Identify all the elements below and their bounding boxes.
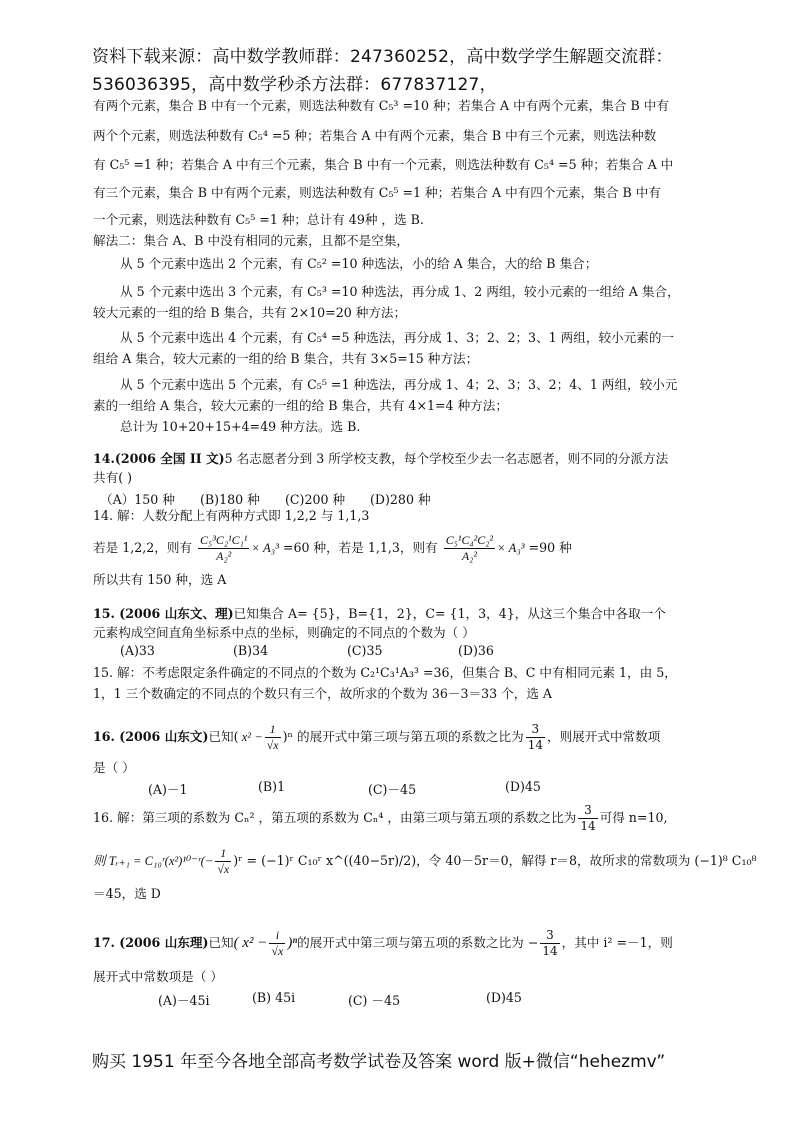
- question-stem-cont: 展开式中常数项是（ ）: [93, 969, 223, 984]
- footer-note: 购买 1951 年至今各地全部高考数学试卷及答案 word 版+微信“hehezmv”: [92, 1052, 666, 1072]
- text-line: 有 C₅⁵ =1 种；若集合 A 中有三个元素，集合 B 中有一个元素，则选法种数有 C₅⁴ =5 种；若集合 A 中: [93, 157, 674, 172]
- option-b: (B)1: [258, 779, 286, 794]
- text-line: 从 5 个元素中选出 2 个元素，有 C₅² =10 种选法，小的给 A 集合，大的给 B 集合；: [120, 256, 598, 271]
- solution-text: =60 种，若是 1,1,3，则有: [282, 540, 438, 555]
- solution-text: =90 种: [528, 540, 572, 555]
- text-line: 较大元素的一组的给 B 集合，共有 2×10=20 种方法；: [93, 305, 407, 320]
- question-stem: ，其中 i² =－1，则: [561, 935, 673, 950]
- solution-text: 则 Tᵣ₊₁ = C₁₀ʳ(x²)¹⁰⁻ʳ(−: [93, 854, 214, 868]
- option-b: (B)34: [233, 643, 269, 658]
- option-a: (A)－45i: [158, 993, 210, 1008]
- option-a: (A)－1: [148, 782, 188, 797]
- header-line-2: 536036395，高中数学秒杀方法群：677837127，: [92, 75, 497, 95]
- text-line: 素的一组给 A 集合，较大元素的一组的给 B 集合，共有 4×1=4 种方法；: [93, 398, 508, 413]
- fraction: $\frac{\text{C₅¹C₄²C₂²}}{\text{A₂²}}$: [445, 533, 494, 563]
- option-d: (D)36: [458, 643, 494, 658]
- question-stem: 5 名志愿者分到 3 所学校支教，每个学校至少去一名志愿者，则不同的分派方法: [224, 451, 669, 466]
- solution-line: 所以共有 150 种，选 A: [93, 572, 227, 587]
- option-b: (B)180 种: [200, 492, 260, 507]
- question-stem: ，则展开式中常数项: [546, 729, 661, 744]
- solution-line: 14. 解：人数分配上有两种方式即 1,2,2 与 1,1,3: [93, 508, 370, 523]
- solution-line: [93, 797, 712, 839]
- text-line: 从 5 个元素中选出 5 个元素，有 C₅⁵ =1 种选法，再分成 1、4；2、3；3、2；4、1 两组，较小元: [120, 377, 678, 392]
- option-d: (D)45: [505, 779, 541, 794]
- text-line: 解法二：集合 A、B 中没有相同的元素，且都不是空集，: [93, 233, 410, 248]
- option-c: (C)－45: [368, 782, 417, 797]
- question-stem-cont: 元素构成空间直角坐标系中点的坐标，则确定的不同点的个数为（ ）: [93, 625, 475, 640]
- option-b: (B) 45i: [252, 990, 296, 1005]
- question-stem-cont: 是（ ）: [93, 760, 135, 775]
- option-a: (A)33: [120, 643, 155, 658]
- text-line: 从 5 个元素中选出 3 个元素，有 C₅³ =10 种选法，再分成 1、2 两组，较小元素的一组给 A 集合，: [120, 284, 680, 299]
- question-15: [93, 606, 712, 622]
- option-d: (D)280 种: [370, 492, 431, 507]
- text-line: 两个个元素，则选法种数有 C₅⁴ =5 种；若集合 A 中有两个元素，集合 B 中有三个元素，则选法种数: [93, 128, 657, 143]
- text-line: 有两个元素，集合 B 中有一个元素，则选法种数有 C₅³ =10 种；若集合 A 中有两个元素，集合 B 中有: [93, 98, 669, 113]
- text-line: 从 5 个元素中选出 4 个元素，有 C₅⁴ =5 种选法，再分成 1、3；2、2；3、1 两组，较小元素的一: [120, 330, 675, 345]
- question-tag: 14.(2006 全国 II 文): [93, 451, 225, 466]
- option-c: (C)200 种: [285, 492, 346, 507]
- text-line: 有三个元素，集合 B 中有两个元素，则选法种数有 C₅⁵ =1 种；若集合 A 中有四个元素，集合 B 中有: [93, 185, 661, 200]
- fraction: $\frac{3}{14}$: [580, 803, 596, 833]
- question-17: 17. (2006 山东理)已知( x² − $\frac{i}{√x}$ )ⁿ的展开式中第三项与第五项的系数之比为 − $\frac{3}{14}$ ，其中 i² =－1，则: [93, 928, 673, 958]
- text-line: 总计为 10+20+15+4=49 种方法。选 B.: [120, 419, 361, 434]
- question-stem: 已知: [208, 935, 234, 950]
- solution-text: 可得 n=10,: [599, 810, 668, 825]
- fraction: $\frac{1}{√x}$: [217, 846, 230, 876]
- question-stem: )ⁿ 的展开式中第三项与第五项的系数之比为: [282, 729, 524, 744]
- fraction: $\frac{i}{√x}$: [271, 928, 284, 958]
- fraction: $\frac{1}{√x}$: [266, 722, 279, 752]
- question-tag: 17. (2006 山东理): [93, 935, 209, 950]
- solution-line: [93, 840, 757, 882]
- question-stem: 的展开式中第三项与第五项的系数之比为 −: [297, 935, 539, 950]
- solution-formula-line: 若是 1,2,2，则有 $\frac{\text{C₅³C₂¹C₁¹}}{\text{A₂²}}$ × A₃³ =60 种，若是 1,1,3，则有 $\frac{\text{C₅¹C₄²C₂²}}{\text{A₂²}}$ × A₃³ =90 种: [93, 533, 572, 563]
- question-stem: 已知(: [208, 729, 239, 744]
- question-tag: 15. (2006 山东文、理): [93, 606, 234, 621]
- option-c: (C)35: [347, 643, 383, 658]
- solution-line: ＝45，选 D: [93, 886, 161, 901]
- fraction: $\frac{3}{14}$: [527, 722, 543, 752]
- header-line-1: 资料下载来源：高中数学教师群：247360252，高中数学学生解题交流群：: [92, 47, 673, 67]
- fraction: $\frac{\text{C₅³C₂¹C₁¹}}{\text{A₂²}}$: [200, 533, 248, 563]
- text-line: 组给 A 集合，较大元素的一组的给 B 集合，共有 3×5=15 种方法；: [93, 351, 479, 366]
- option-d: (D)45: [486, 990, 522, 1005]
- option-c: (C) －45: [348, 993, 401, 1008]
- solution-text: 若是 1,2,2，则有: [93, 540, 193, 555]
- text-line: 一个元素，则选法种数有 C₅⁵ =1 种；总计有 49种 ，选 B.: [93, 212, 424, 227]
- fraction: $\frac{3}{14}$: [542, 928, 558, 958]
- solution-line: 15. 解：不考虑限定条件确定的不同点的个数为 C₂¹C₃¹A₃³ =36，但集合 B、C 中有相同元素 1，由 5，: [93, 665, 677, 680]
- question-16: 16. (2006 山东文)已知( x² − $\frac{1}{√x}$ )ⁿ 的展开式中第三项与第五项的系数之比为 $\frac{3}{14}$ ，则展开式中常数项: [93, 722, 661, 752]
- solution-text: 16. 解：第三项的系数为 Cₙ² ，第五项的系数为 Cₙ⁴ ，由第三项与第五项的系数之比为: [93, 810, 577, 825]
- solution-line: 1，1 三个数确定的不同点的个数只有三个，故所求的个数为 36－3＝33 个，选 A: [93, 686, 553, 701]
- question-stem: 已知集合 A= {5}，B={1，2}，C= {1，3，4}，从这三个集合中各取一个: [233, 606, 666, 621]
- option-a: （A）150 种: [100, 492, 175, 507]
- question-14: [93, 451, 712, 467]
- solution-text: )ʳ = (−1)ʳ C₁₀ʳ x^((40−5r)/2)，令 40－5r＝0，解得 r＝8，故所求的常数项为 (−1)⁸ C₁₀⁸: [233, 853, 757, 868]
- question-tag: 16. (2006 山东文): [93, 729, 209, 744]
- question-stem-cont: 共有( ): [93, 470, 133, 485]
